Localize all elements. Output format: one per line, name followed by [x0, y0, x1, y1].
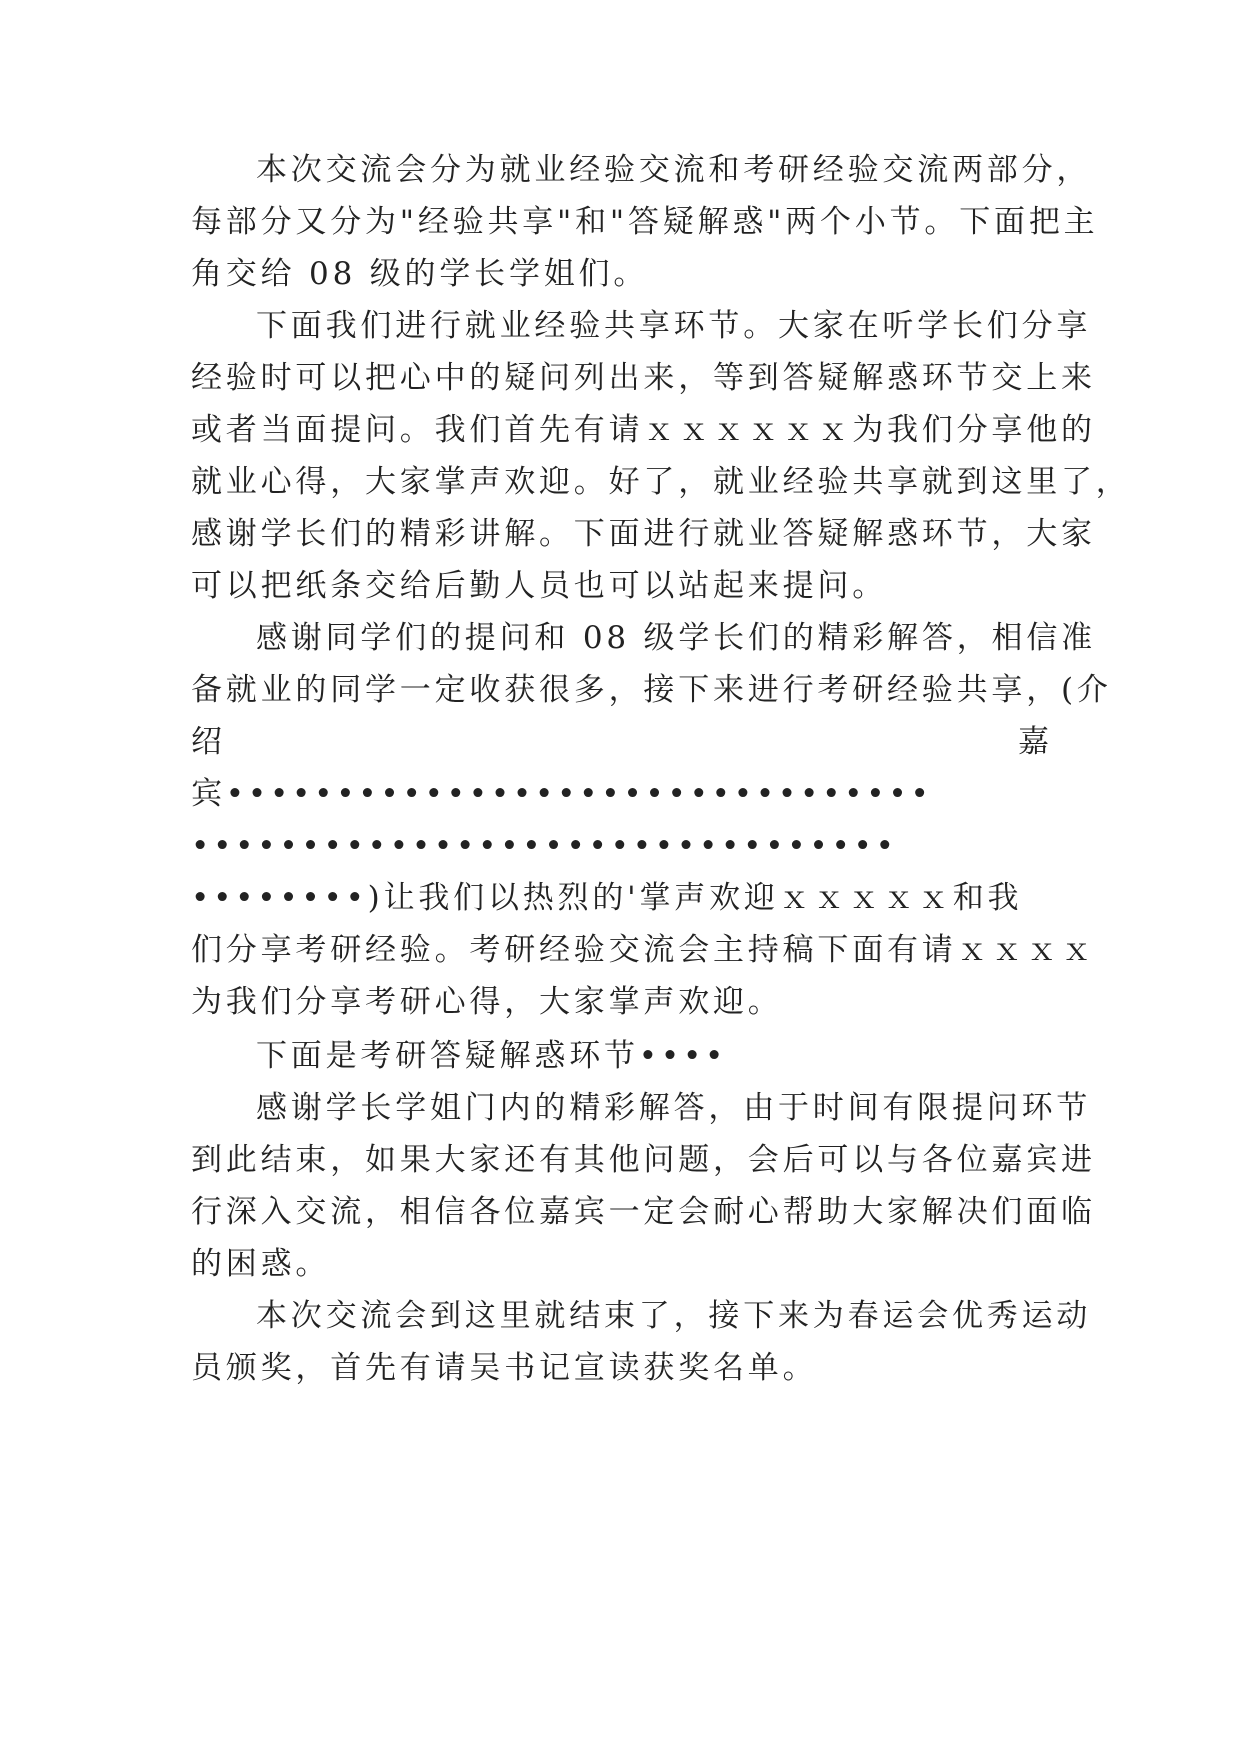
text-line: 备就业的同学一定收获很多，接下来进行考研经验共享，(介 — [191, 672, 1112, 708]
text-line: 角交给 08 级的学长学姐们。 — [191, 256, 649, 292]
text-line: 为我们分享考研心得，大家掌声欢迎。 — [191, 984, 783, 1020]
text-line: 感谢同学们的提问和 08 级学长们的精彩解答，相信准 — [256, 620, 1096, 656]
text-line: 或者当面提问。我们首先有请ｘｘｘｘｘｘ为我们分享他的 — [191, 412, 1096, 448]
text-line: 宾•••••••••••••••••••••••••••••••• — [191, 776, 933, 812]
text-line: 们分享考研经验。考研经验交流会主持稿下面有请ｘｘｘｘ — [191, 932, 1096, 968]
text-line: 员颁奖，首先有请吴书记宣读获奖名单。 — [191, 1350, 818, 1386]
text-line: 下面是考研答疑解惑环节•••• — [256, 1038, 728, 1074]
text-line: 感谢学长们的精彩讲解。下面进行就业答疑解惑环节，大家 — [191, 516, 1096, 552]
text-line: 感谢学长学姐门内的精彩解答，由于时间有限提问环节 — [256, 1090, 1092, 1126]
text-line: ••••••••)让我们以热烈的'掌声欢迎ｘｘｘｘｘ和我 — [191, 880, 1023, 916]
text-line: 就业心得，大家掌声欢迎。好了，就业经验共享就到这里了， — [191, 464, 1131, 500]
text-line: 经验时可以把心中的疑问列出来，等到答疑解惑环节交上来 — [191, 360, 1096, 396]
text-line: •••••••••••••••••••••••••••••••• — [191, 828, 898, 864]
text-line: 下面我们进行就业经验共享环节。大家在听学长们分享 — [256, 308, 1092, 344]
text-line: 的困惑。 — [191, 1246, 331, 1282]
text-line: 本次交流会到这里就结束了，接下来为春运会优秀运动 — [256, 1298, 1092, 1334]
text-line: 本次交流会分为就业经验交流和考研经验交流两部分， — [256, 152, 1092, 188]
text-line: 每部分又分为"经验共享"和"答疑解惑"两个小节。下面把主 — [191, 204, 1099, 240]
text-fragment: 绍 — [191, 724, 222, 760]
text-line: 到此结束，如果大家还有其他问题，会后可以与各位嘉宾进 — [191, 1142, 1096, 1178]
text-line: 行深入交流，相信各位嘉宾一定会耐心帮助大家解决们面临 — [191, 1194, 1096, 1230]
text-fragment: 嘉 — [1018, 724, 1049, 760]
justified-line — [191, 716, 1049, 768]
text-line: 可以把纸条交给后勤人员也可以站起来提问。 — [191, 568, 887, 604]
